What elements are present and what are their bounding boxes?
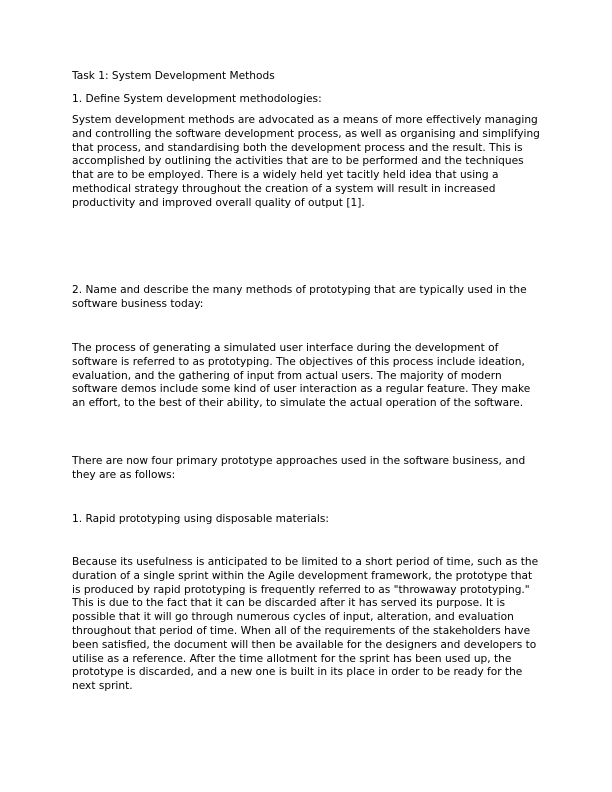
- question-2-body: The process of generating a simulated user interface during the development of software is referred to as prototyping. The objectives of this process include ideation, evaluation, and the gathering of input from actual users. The majority of modern software demos include some kind of user interaction as a regular feature. They make an effort, to the best of their ability, to simulate the actual operation of the software.: [72, 342, 531, 410]
- task-title: Task 1: System Development Methods: [72, 70, 275, 82]
- approach-1-heading: 1. Rapid prototyping using disposable materials:: [72, 513, 329, 525]
- question-1-body: System development methods are advocated as a means of more effectively managing and controlling the software development process, as well as organising and simplifying that process, and standardising both the development process and the result. This is accomplished by outlining the activities that are to be performed and the techniques that are to be employed. There is a widely held yet tacitly held idea that using a methodical strategy throughout the creation of a system will result in increased productivity and improved overall quality of output [1].: [72, 114, 540, 209]
- question-2-heading: 2. Name and describe the many methods of prototyping that are typically used in the software business today:: [72, 284, 527, 310]
- approach-1-body: Because its usefulness is anticipated to be limited to a short period of time, such as the duration of a single sprint within the Agile development framework, the prototype that is produced by rapid prototyping is frequently referred to as "throwaway prototyping." This is due to the fact that it can be discarded after it has served its purpose. It is possible that it will go through numerous cycles of input, alteration, and evaluation throughout that period of time. When all of the requirements of the stakeholders have been satisfied, the document will then be available for the designers and developers to utilise as a reference. After the time allotment for the sprint has been used up, the prototype is discarded, and a new one is built in its place in order to be ready for the next sprint.: [72, 556, 539, 693]
- question-1-heading: 1. Define System development methodologies:: [72, 93, 322, 105]
- approaches-intro: There are now four primary prototype approaches used in the software business, and they are as follows:: [72, 455, 526, 481]
